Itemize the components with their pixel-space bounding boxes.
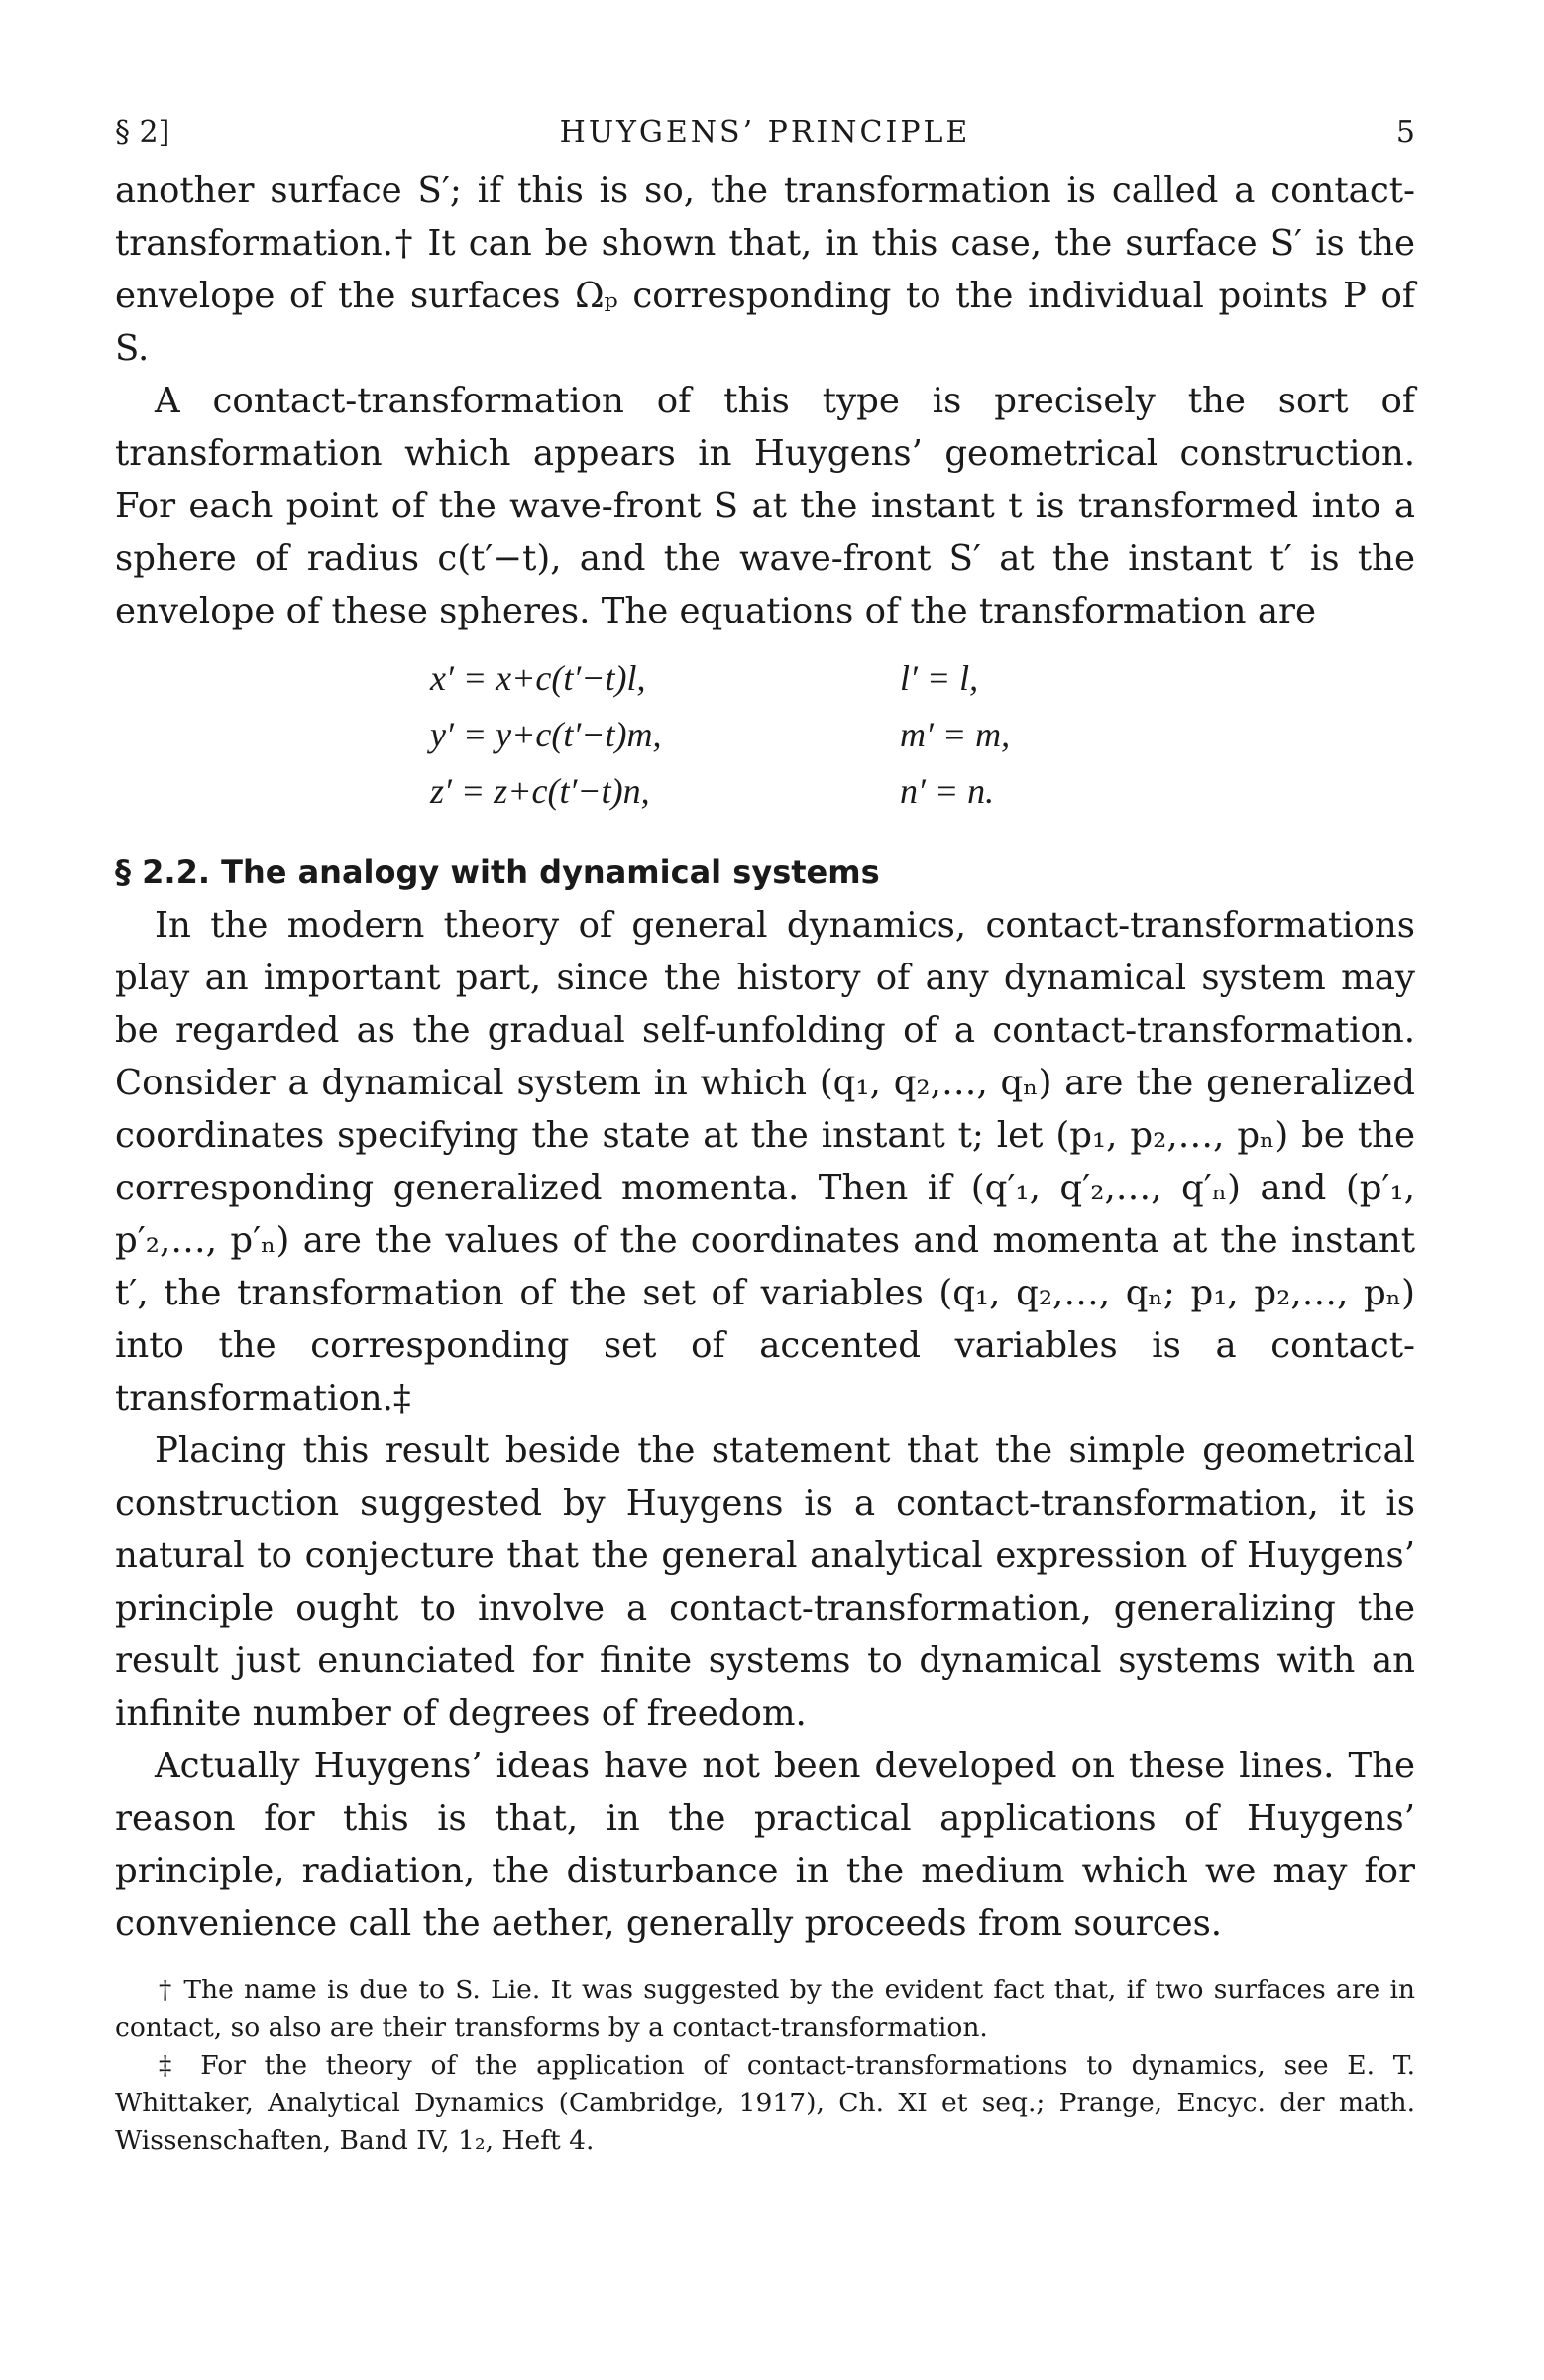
paragraph-huygens-construction: A contact-transformation of this type is precisely the sort of transformation which appears in Huygens’ geometrical construction. For each point of the wave-front S at the instant t is transformed into a sphere of radius c(t′−t), and the wave-front S′ at the instant t′ is the envelope of these spheres. The equations of the transformation are	[115, 381, 1415, 631]
page-body	[115, 165, 1415, 2160]
equation-x: x′ = x+c(t′−t)l,	[430, 658, 646, 698]
chapter-title: HUYGENS’ PRINCIPLE	[559, 115, 971, 150]
transformation-equations	[115, 657, 1415, 826]
footnote-double-dagger: ‡ For the theory of the application of contact-transformations to dynamics, see E. T. Whittaker, Analytical Dynamics (Cambridge, 1917), Ch. XI et seq.; Prange, Encyc. der math. Wissenschaften, Band IV, 1₂, Heft 4.	[115, 2050, 1415, 2156]
equation-l: l′ = l,	[900, 658, 979, 698]
equation-m: m′ = m,	[900, 715, 1011, 754]
section-heading: § 2.2. The analogy with dynamical systems	[115, 853, 880, 891]
equation-n: n′ = n.	[900, 771, 995, 811]
running-head	[115, 107, 1415, 157]
equation-z: z′ = z+c(t′−t)n,	[430, 771, 650, 811]
paragraph-conjecture: Placing this result beside the statement that the simple geometrical construction suggested by Huygens is a contact-transformation, it is natural to conjecture that the general analytical expression of Huygens’ principle ought to involve a contact-transformation, generalizing the result just enunciated for finite systems to dynamical systems with an infinite number of degrees of freedom.	[115, 1430, 1415, 1734]
footnotes	[115, 1972, 1415, 2160]
section-marker: § 2]	[115, 115, 170, 150]
equation-row	[115, 657, 1415, 711]
page-number: 5	[1395, 115, 1415, 150]
paragraph-contact-transformation: another surface S′; if this is so, the transformation is called a contact-transformation.† It can be shown that, in this case, the surface S′ is the envelope of the surfaces Ωₚ corresponding to the individual points P of S.	[115, 170, 1415, 369]
equation-row	[115, 714, 1415, 767]
equation-y: y′ = y+c(t′−t)m,	[430, 715, 662, 754]
book-page	[115, 107, 1415, 2160]
footnote-dagger: † The name is due to S. Lie. It was suggested by the evident fact that, if two surfaces are in contact, so also are their transforms by a contact-transformation.	[115, 1975, 1415, 2043]
paragraph-dynamics: In the modern theory of general dynamics, contact-transformations play an important part, since the history of any dynamical system may be regarded as the gradual self-unfolding of a contact-transformation. Consider a dynamical system in which (q₁, q₂,…, qₙ) are the generalized coordinates specifying the state at the instant t; let (p₁, p₂,…, pₙ) be the corresponding generalized momenta. Then if (q′₁, q′₂,…, q′ₙ) and (p′₁, p′₂,…, p′ₙ) are the values of the coordinates and momenta at the instant t′, the transformation of the set of variables (q₁, q₂,…, qₙ; p₁, p₂,…, pₙ) into the corresponding set of accented variables is a contact-transformation.‡	[115, 905, 1415, 1418]
paragraph-sources: Actually Huygens’ ideas have not been developed on these lines. The reason for this is that, in the practical applications of Huygens’ principle, radiation, the disturbance in the medium which we may for convenience call the aether, generally proceeds from sources.	[115, 1746, 1415, 1944]
equation-row	[115, 770, 1415, 824]
